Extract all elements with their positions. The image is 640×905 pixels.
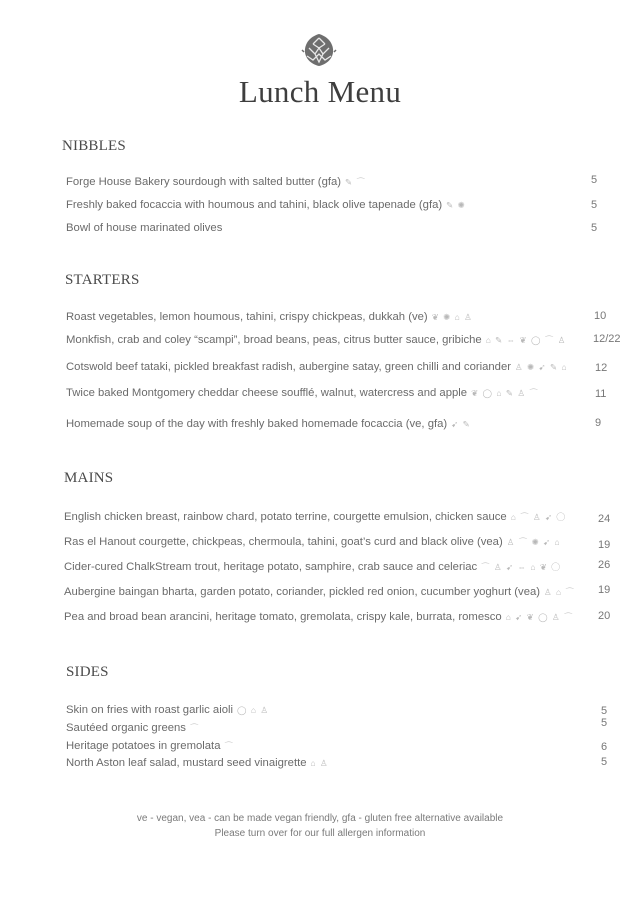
menu-item [64,561,561,573]
item-price: 11 [595,388,607,400]
item-name: Cotswold beef tataki, pickled breakfast radish, aubergine satay, green chilli and coriander [66,361,512,373]
item-price: 6 [601,741,608,753]
dietary-key: ve - vegan, vea - can be made vegan friendly, gfa - gluten free alternative available [136,813,504,824]
menu-item [66,704,269,716]
artichoke-logo-icon [301,32,337,68]
item-name: Twice baked Montgomery cheddar cheese soufflé, walnut, watercress and apple [66,387,468,399]
allergen-icons: ⌂ ➹ ❦ ◯ ♙ ⌒ [505,612,574,622]
item-name: Sautéed organic greens [66,722,186,734]
menu-item [66,334,566,346]
item-price: 10 [594,310,607,322]
menu-item [66,311,473,323]
page-title: Lunch Menu [238,74,402,109]
menu-item [66,740,234,752]
allergen-icons: ◯ ⌂ ♙ [237,705,270,715]
item-name: Ras el Hanout courgette, chickpeas, chermoula, tahini, goat’s curd and black olive (vea) [64,536,503,548]
item-price: 20 [598,610,611,622]
item-name: English chicken breast, rainbow chard, potato terrine, courgette emulsion, chicken sauce [64,511,507,523]
allergen-icons: ⌂ ♙ [310,758,329,768]
section-heading-sides: SIDES [66,664,109,680]
item-price: 5 [601,717,608,729]
item-price: 12/22 [593,333,621,345]
item-price: 5 [591,222,598,234]
item-price: 24 [598,513,611,525]
menu-item [64,611,574,623]
item-name: North Aston leaf salad, mustard seed vinaigrette [66,757,307,769]
item-name: Heritage potatoes in gremolata [66,740,221,752]
item-price: 5 [591,174,598,186]
menu-item [66,199,466,211]
menu-item [66,387,539,399]
item-name: Cider-cured ChalkStream trout, heritage potato, samphire, crab sauce and celeriac [64,561,478,573]
section-heading-nibbles: NIBBLES [62,138,126,154]
menu-item [64,586,575,598]
item-name: Aubergine baingan bharta, garden potato, coriander, pickled red onion, cucumber yoghurt (vea) [64,586,541,598]
allergen-icons: ♙ ⌂ ⌒ [544,587,576,597]
item-name: Monkfish, crab and coley “scampi”, broad beans, peas, citrus butter sauce, gribiche [66,334,482,346]
allergen-icons: ⌒ [189,723,200,733]
allergen-icons: ❦ ◯ ⌂ ✎ ♙ ⌒ [471,388,539,398]
menu-item [66,418,471,430]
item-price: 5 [601,756,608,768]
item-name: Roast vegetables, lemon houmous, tahini, crispy chickpeas, dukkah (ve) [66,311,428,323]
menu-item [64,511,566,523]
item-price: 12 [595,362,608,374]
item-price: 5 [601,705,608,717]
item-name: Skin on fries with roast garlic aioli [66,704,234,716]
item-price: 5 [591,199,598,211]
item-name: Homemade soup of the day with freshly baked homemade focaccia (ve, gfa) [66,418,448,430]
allergen-icons: ⌂ ⌒ ♙ ➹ ◯ [510,512,567,522]
menu-item [66,222,222,234]
item-price: 26 [598,559,611,571]
menu-item [64,536,561,548]
allergen-icons: ✎ ⌒ [345,177,367,187]
allergen-icons: ♙ ⌒ ✺ ➹ ⌂ [506,537,561,547]
allergen-icons: ⌒ ♙ ➹ ⇔ ⌂ ❦ ◯ [481,562,561,572]
section-heading-mains: MAINS [64,470,114,486]
item-name: Forge House Bakery sourdough with salted butter (gfa) [66,176,342,188]
item-price: 9 [595,417,602,429]
item-price: 19 [598,539,611,551]
menu-item [66,361,568,373]
allergen-icons: ➹ ✎ [451,419,471,429]
item-price: 19 [598,584,611,596]
allergen-icons: ✎ ✺ [446,200,466,210]
allergen-icons: ⌒ [224,741,234,751]
item-name: Freshly baked focaccia with houmous and tahini, black olive tapenade (gfa) [66,199,443,211]
allergen-icons: ⌂ ✎ ⇔ ❦ ◯ ⌒ ♙ [485,335,567,345]
menu-item [66,757,329,769]
section-heading-starters: STARTERS [65,272,140,288]
item-name: Pea and broad bean arancini, heritage tomato, gremolata, crispy kale, burrata, romesco [64,611,502,623]
allergen-icons: ♙ ✺ ➹ ✎ ⌂ [515,362,568,372]
item-name: Bowl of house marinated olives [66,222,223,234]
menu-item [66,722,199,734]
allergen-note: Please turn over for our full allergen information [214,828,426,839]
allergen-icons: ❦ ✺ ⌂ ♙ [431,312,473,322]
menu-item [66,176,366,188]
